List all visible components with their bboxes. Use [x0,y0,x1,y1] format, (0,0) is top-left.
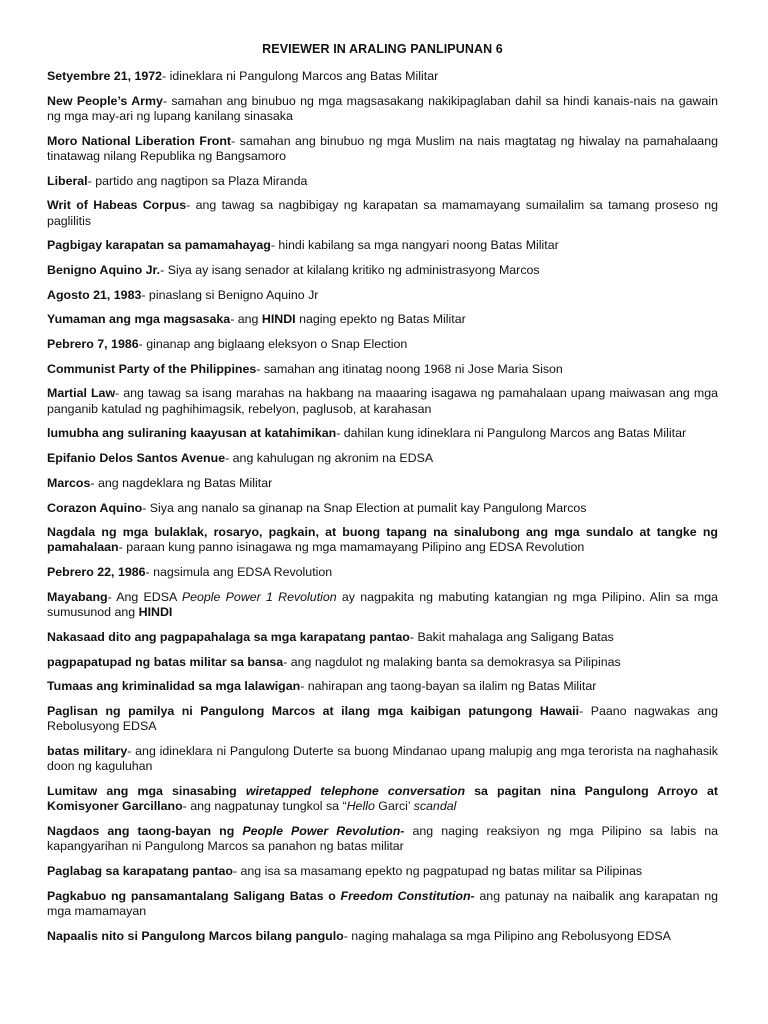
entry-term: Liberal [47,173,88,188]
reviewer-entry [47,929,718,944]
reviewer-entry [47,362,718,377]
entry-text: - ang idineklara ni Pangulong Duterte sa buong Mindanao upang malupig ang mga terorista na naghahasik doon ng kaguluhan [47,743,719,774]
entry-text: - Paano nagwakas ang Rebolusyong EDSA [47,703,718,734]
entry-text: - partido ang nagtipon sa Plaza Miranda [87,173,308,188]
entry-text: - paraan kung panno isinagawa ng mga mamamayang Pilipino ang EDSA Revolution [118,540,585,555]
reviewer-entry [47,69,718,84]
entry-term: Setyembre 21, 1972 [47,69,163,83]
entry-term: Writ of Habeas Corpus [47,198,187,213]
entry-text: - idineklara ni Pangulong Marcos ang Batas Militar [162,69,439,83]
reviewer-entry [47,288,718,303]
entry-text: - hindi kabilang sa mga nangyari noong Batas Militar [270,238,559,253]
reviewer-entry [47,238,718,253]
entry-term: sa pagitan nina Pangulong Arroyo at Komisyoner Garcillano [47,783,719,814]
entry-term: Nagdaos ang taong-bayan ng [47,823,243,838]
entry-text: wiretapped telephone conversation [245,783,466,798]
entry-term: lumubha ang suliraning kaayusan at katahimikan [47,426,337,441]
entry-term: Communist Party of the Philippines [47,361,257,376]
entry-text: - ginanap ang biglaang eleksyon o Snap Election [138,337,408,352]
entry-term: Pebrero 22, 1986 [47,565,146,580]
entry-text: - ang kahulugan ng akronim na EDSA [225,451,434,466]
reviewer-entry [47,744,718,775]
entry-text: - ang nagdulot ng malaking banta sa demokrasya sa Pilipinas [283,654,621,669]
entry-term: Agosto 21, 1983 [47,287,142,302]
entry-text: naging epekto ng Batas Militar [295,312,466,327]
reviewer-entry [47,134,718,165]
entry-term: Martial Law [47,386,116,401]
entry-term: Yumaman ang mga magsasaka [47,312,231,327]
entry-term: Marcos [47,475,91,490]
entry-text: - Ang EDSA [107,589,182,604]
entry-text: Freedom Constitution- [340,888,475,903]
entry-term: Nagdala ng mga bulaklak, rosaryo, pagkain, at buong tapang na sinalubong ang mga sundalo at tangke ng pamahalaan [47,525,718,555]
entry-text: - dahilan kung idineklara ni Pangulong Marcos ang Batas Militar [336,426,687,441]
entry-text: - samahan ang binubuo ng mga Muslim na nais magtatag ng hiwalay na pamahalaang tinatawag nilang Republika ng Bangsamoro [47,133,718,163]
entry-text: - samahan ang binubuo ng mga magsasakang nakikipaglaban dahil sa hindi kanais-nais na gawain ng mga may-ari ng lupang kanilang sinasaka [47,93,718,123]
entry-text: ay nagpakita ng mabuting katangian ng mga Pilipino. Alin sa mga sumusunod ang [47,589,718,620]
entry-text: - pinaslang si Benigno Aquino Jr [141,287,319,302]
entry-term: Moro National Liberation Front [47,133,232,148]
reviewer-entry [47,889,718,920]
entry-text: - ang [230,312,262,327]
reviewer-entry [47,426,718,441]
entry-term: Paglabag sa karapatang pantao [47,863,233,878]
entry-term: Corazon Aquino [47,500,143,515]
reviewer-entry [47,630,718,645]
entry-text: - nahirapan ang taong-bayan sa ilalim ng Batas Militar [300,679,597,694]
entry-term: Benigno Aquino Jr. [47,263,161,278]
reviewer-entry [47,784,718,815]
entry-text: - ang tawag sa isang marahas na hakbang na maaaring isagawa ng pamahalaan upang maiwasan ang mga panganib katulad ng paghihimagsik, rebelyon, paglusob, at karahasan [47,386,718,416]
reviewer-entry [47,386,718,417]
entry-term: Tumaas ang kriminalidad sa mga lalawigan [47,679,301,694]
reviewer-entry [47,525,718,556]
entry-term: Mayabang [47,589,108,604]
entry-text: Garci’ [374,799,414,814]
entry-term: Pebrero 7, 1986 [47,337,139,352]
reviewer-entry [47,565,718,580]
reviewer-entry [47,198,718,229]
entry-text: - ang nagdeklara ng Batas Militar [90,475,273,490]
reviewer-entry [47,94,718,125]
entry-term: Pagkabuo ng pansamantalang Saligang Batas o [47,888,341,903]
reviewer-entries [47,69,718,944]
reviewer-entry [47,655,718,670]
reviewer-entry [47,312,718,327]
entry-term [341,889,475,903]
entry-term: pagpapatupad ng batas militar sa bansa [47,654,284,669]
reviewer-entry [47,679,718,694]
entry-text: scandal [413,799,457,814]
entry-term: Pagbigay karapatan sa pamamahayag [47,238,271,253]
entry-term: Paglisan ng pamilya ni Pangulong Marcos at ilang mga kaibigan patungong Hawaii [47,703,580,718]
document-title: REVIEWER IN ARALING PANLIPUNAN 6 [262,42,503,56]
entry-text: - ang tawag sa nagbibigay ng karapatan sa mamamayang sumailalim sa tamang proseso ng paglilitis [47,198,718,228]
reviewer-entry [47,590,718,621]
entry-term: Lumitaw ang mga sinasabing [47,783,246,798]
entry-term: batas military [47,743,128,758]
entry-term: Napaalis nito si Pangulong Marcos bilang pangulo [47,928,344,943]
reviewer-entry [47,704,718,735]
reviewer-entry [47,824,718,855]
reviewer-entry [47,451,718,466]
entry-text: - nagsimula ang EDSA Revolution [145,565,333,580]
entry-text: - Siya ang nanalo sa ginanap na Snap Election at pumalit kay Pangulong Marcos [142,500,587,515]
reviewer-entry [47,864,718,879]
entry-term [242,824,404,838]
entry-term [246,784,465,798]
reviewer-entry [47,174,718,189]
entry-text: - ang nagpatunay tungkol sa “ [182,799,347,814]
entry-text: ang patunay na naibalik ang karapatan ng mga mamamayan [47,888,718,918]
entry-term: New People’s Army [47,93,163,108]
reviewer-entry [47,337,718,352]
entry-text: ang naging reaksiyon ng mga Pilipino sa labis na kapangyarihan ni Pangulong Marcos sa panahon ng batas militar [47,823,718,854]
entry-text: - Siya ay isang senador at kilalang kritiko ng administrasyong Marcos [160,263,540,278]
entry-term: HINDI [261,312,296,327]
entry-text: People Power Revolution- [242,823,405,838]
entry-term: Epifanio Delos Santos Avenue [47,451,226,466]
reviewer-entry [47,501,718,516]
entry-term: HINDI [138,605,173,620]
entry-text: Hello [346,799,375,814]
entry-text: - Bakit mahalaga ang Saligang Batas [409,629,614,644]
reviewer-entry [47,476,718,491]
entry-text: - naging mahalaga sa mga Pilipino ang Rebolusyong EDSA [343,928,671,943]
reviewer-entry [47,263,718,278]
entry-text: - ang isa sa masamang epekto ng pagpatupad ng batas militar sa Pilipinas [232,863,643,878]
entry-text: - samahan ang itinatag noong 1968 ni Jose Maria Sison [256,361,563,376]
entry-text: People Power 1 Revolution [181,589,337,604]
entry-term: Nakasaad dito ang pagpapahalaga sa mga karapatang pantao [47,629,410,644]
